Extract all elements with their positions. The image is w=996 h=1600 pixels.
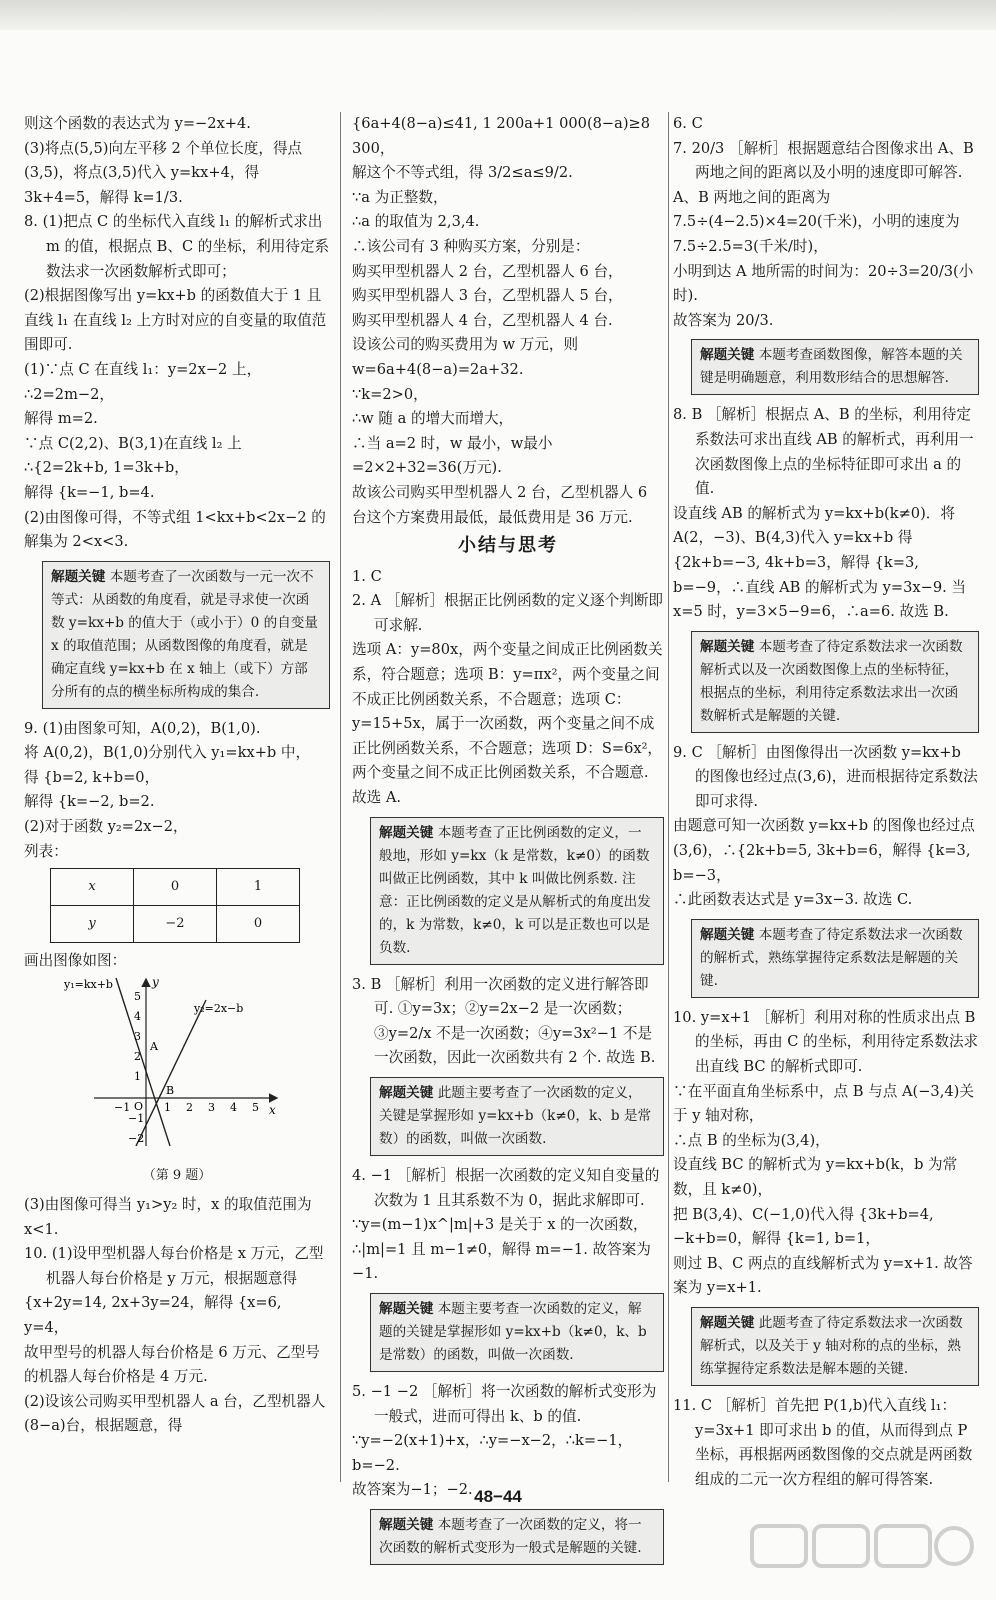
table-cell: 0 — [217, 906, 300, 943]
key-point-box — [42, 561, 330, 709]
y-tick: 1 — [134, 1069, 141, 1083]
text-line: {6a+4(8−a)≤41, 1 200a+1 000(8−a)≥8 300， — [352, 115, 655, 157]
y-tick: 5 — [134, 989, 141, 1003]
text-line: 8. B ［解析］根据点 A、B 的坐标，利用待定系数法可求出直线 AB 的解析式，再利用一次函数图像上点的坐标特征即可求出 a 的值. — [673, 406, 974, 498]
text-line: 10. (1)设甲型机器人每台价格是 x 万元，乙型机器人每台价格是 y 万元，根据题意得 — [24, 1245, 324, 1287]
table-cell: x — [51, 869, 134, 906]
text-line: ∴该公司有 3 种购买方案，分别是： — [352, 237, 590, 255]
column-divider — [668, 112, 669, 1482]
table-row — [51, 869, 300, 906]
text-line: ∵点 C(2,2)、B(3,1)在直线 l₂ 上 — [24, 434, 242, 452]
text-line: 解这个不等式组，得 3/2≤a≤9/2. — [352, 164, 573, 182]
x-tick: 2 — [186, 1100, 193, 1114]
x-tick: −1 — [114, 1100, 131, 1114]
text-line: ∵k=2>0， — [352, 385, 428, 403]
text-line: A、B 两地之间的距离为 7.5÷(4−2.5)×4=20(千米)，小明的速度为 7.5÷2.5=3(千米/时)， — [673, 188, 965, 255]
text-line: 6. C — [673, 115, 703, 132]
text-line: ∵a 为正整数， — [352, 188, 448, 206]
key-point-text: 本题考查了一次函数与一元一次不等式：从函数的角度看，就是寻求使一次函数 y=kx+b 的值大于（或小于）0 的自变量 x 的取值范围；从函数图像的角度看，就是确定直线 y=kx+b 在 x 轴上（或下）方部分所有的点的横坐标所构成的集合. — [51, 568, 318, 700]
key-point-text: 本题考查了一次函数的定义，将一次函数的解析式变形为一般式是解题的关键. — [379, 1516, 642, 1556]
text-line: 9. (1)由图象可知，A(0,2)，B(1,0). — [24, 719, 261, 737]
text-line: ∴w 随 a 的增大而增大， — [352, 410, 514, 428]
text-line: (1)∵点 C 在直线 l₁：y=2x−2 上， — [24, 360, 262, 378]
column-3 — [673, 112, 979, 1492]
key-point-text: 本题考查了正比例函数的定义，一般地，形如 y=kx（k 是常数，k≠0）的函数叫做正比例函数，其中 k 叫做比例系数. 注意：正比例函数的定义是从解析式的角度出发的，k 为常数，k≠0，k 可以是正数也可以是负数. — [379, 824, 651, 956]
text-line: ∴当 a=2 时，w 最小，w最小=2×2+32=36(万元). — [352, 434, 553, 477]
text-line: 得 {b=2, k+b=0， — [24, 768, 160, 786]
x-axis-label: x — [269, 1102, 276, 1117]
text-line: ∴{2=2k+b, 1=3k+b， — [24, 459, 189, 477]
key-point-text: 本题主要考查一次函数的定义，解题的关键是掌握形如 y=kx+b（k≠0，k、b 是常数）的函数，叫做一次函数. — [379, 1300, 647, 1363]
text-line: 设直线 BC 的解析式为 y=kx+b(k，b 为常数，且 k≠0)， — [673, 1156, 958, 1198]
point-a-label: A — [150, 1039, 158, 1053]
graph-caption: （第 9 题） — [142, 1168, 212, 1184]
text-line: 列表： — [24, 842, 68, 860]
text-line: ∴2=2m−2， — [24, 385, 115, 403]
y-tick: −1 — [128, 1111, 145, 1125]
x-tick: 4 — [230, 1100, 237, 1114]
column-divider — [340, 112, 341, 1482]
y-tick: 3 — [134, 1029, 141, 1043]
key-point-box — [691, 919, 979, 998]
y-tick: −2 — [128, 1131, 145, 1145]
point-b-label: B — [166, 1083, 175, 1097]
text-line: 10. y=x+1 ［解析］利用对称的性质求出点 B 的坐标，再由 C 的坐标，利用待定系数法求出直线 BC 的解析式即可. — [673, 1008, 981, 1076]
key-point-box — [370, 817, 664, 965]
y1-label: y₁=kx+b — [64, 977, 113, 991]
text-line: 选项 A：y=80x，两个变量之间成正比例函数关系，符合题意；选项 B：y=πx²，两个变量之间不成正比例函数关系，不合题意；选项 C：y=15+5x，属于一次函数，两个变量之间不成正比例函数关系，不合题意；选项 D：S=6x²，两个变量之间不成正比例函数关系，不合题意. 故选 A. — [352, 641, 663, 807]
text-line: 由题意可知一次函数 y=kx+b 的图像也经过点(3,6)，∴{2k+b=5, 3k+b=6，解得 {k=3, b=−3， — [673, 817, 976, 884]
text-line: 故该公司购买甲型机器人 2 台，乙型机器人 6 台这个方案费用最低，最低费用是 36 万元. — [352, 483, 652, 526]
key-point-label: 解题关键 — [379, 824, 434, 841]
text-line: ∴|m|=1 且 m−1≠0，解得 m=−1. 故答案为−1. — [352, 1240, 651, 1283]
text-line: (2)根据图像写出 y=kx+b 的函数值大于 1 且直线 l₁ 在直线 l₂ 上方时对应的自变量的取值范围即可. — [24, 287, 327, 354]
origin-label: O — [134, 1099, 144, 1113]
x-tick: 5 — [252, 1100, 259, 1114]
column-1 — [24, 112, 330, 1439]
text-line: 把 B(3,4)、C(−1,0)代入得 {3k+b=4, −k+b=0，解得 {k=1, b=1， — [673, 1205, 939, 1248]
key-point-box — [370, 1293, 664, 1372]
key-point-label: 解题关键 — [379, 1516, 434, 1533]
text-line: 将 A(0,2)，B(1,0)分别代入 y₁=kx+b 中， — [24, 744, 311, 762]
function-graph — [64, 974, 330, 1163]
page-number: 48−44 — [474, 1487, 522, 1506]
key-point-label: 解题关键 — [700, 1314, 755, 1331]
text-line: 4. −1 ［解析］根据一次函数的定义知自变量的次数为 1 且其系数不为 0，据此求解即可. — [352, 1167, 660, 1209]
watermark-logo — [748, 1520, 978, 1592]
text-line: 解得 {k=−1, b=4. — [24, 483, 155, 501]
text-line: 2. A ［解析］根据正比例函数的定义逐个判断即可求解. — [352, 592, 664, 634]
text-line: 解得 {k=−2, b=2. — [24, 793, 155, 811]
text-line: 则过 B、C 两点的直线解析式为 y=x+1. 故答案为 y=x+1. — [673, 1254, 973, 1297]
key-point-text: 本题考查了待定系数法求一次函数的解析式，熟练掌握待定系数法是解题的关键. — [700, 926, 963, 989]
key-point-box — [691, 1307, 979, 1386]
text-line: 故答案为 20/3. — [673, 311, 774, 329]
text-line: 小明到达 A 地所需的时间为：20÷3=20/3(小时). — [673, 262, 974, 305]
text-line: 购买甲型机器人 2 台，乙型机器人 6 台， — [352, 262, 623, 280]
table-cell: 0 — [134, 869, 217, 906]
text-line: (2)对于函数 y₂=2x−2， — [24, 818, 188, 836]
text-line: 7. 20/3 ［解析］根据题意结合图像求出 A、B 两地之间的距离以及小明的速度即可解答. — [673, 139, 979, 182]
text-line: 设该公司的购买费用为 w 万元，则 w=6a+4(8−a)=2a+32. — [352, 336, 583, 378]
text-line: 故答案为−1；−2. — [352, 1481, 473, 1499]
text-line: 8. (1)把点 C 的坐标代入直线 l₁ 的解析式求出 m 的值，根据点 B、C 的坐标，利用待定系数法求一次函数解析式即可； — [24, 213, 330, 280]
key-point-text: 此题主要考查了一次函数的定义，关键是掌握形如 y=kx+b（k≠0，k、b 是常数）的函数，叫做一次函数. — [379, 1085, 652, 1147]
y-tick: 2 — [134, 1049, 141, 1063]
graph-svg — [64, 974, 284, 1154]
key-point-text: 本题考查函数图像，解答本题的关键是明确题意，利用数形结合的思想解答. — [700, 347, 963, 387]
text-line: (3)将点(5,5)向左平移 2 个单位长度，得点(3,5)，将点(3,5)代入 y=kx+4，得 3k+4=5，解得 k=1/3. — [24, 139, 303, 206]
key-point-label: 解题关键 — [379, 1300, 434, 1317]
y2-label: y₂=2x−b — [194, 1001, 244, 1015]
text-line: 9. C ［解析］由图像得出一次函数 y=kx+b 的图像也经过点(3,6)，进而根据待定系数法即可求得. — [673, 743, 978, 810]
key-point-label: 解题关键 — [700, 926, 755, 943]
text-line: ∴a 的取值为 2,3,4. — [352, 213, 480, 231]
x-tick: 3 — [208, 1100, 215, 1114]
column-2 — [352, 112, 664, 1573]
x-tick: 1 — [164, 1100, 171, 1114]
text-line: 设直线 AB 的解析式为 y=kx+b(k≠0)．将 A(2，−3)、B(4,3)代入 y=kx+b 得 {2k+b=−3, 4k+b=3，解得 {k=3, b=−9，∴直线 AB 的解析式为 y=3x−9. 当 x=5 时，y=3×5−9=6，∴a=6. 故选 B. — [673, 504, 971, 621]
y-tick: 4 — [134, 1009, 141, 1023]
text-line: 购买甲型机器人 3 台，乙型机器人 5 台， — [352, 287, 623, 305]
text-line: 画出图像如图： — [24, 952, 127, 970]
text-line: (3)由图像可得当 y₁>y₂ 时，x 的取值范围为 x<1. — [24, 1196, 317, 1238]
text-line: ∴此函数表达式是 y=3x−3. 故选 C. — [673, 891, 913, 909]
key-point-label: 解题关键 — [700, 638, 755, 655]
key-point-box — [691, 339, 979, 395]
text-line: 11. C ［解析］首先把 P(1,b)代入直线 l₁：y=3x+1 即可求出 b 的值，从而得到点 P 坐标，再根据两函数图像的交点就是两函数组成的二元一次方程组的解可得答案. — [673, 1396, 973, 1488]
text-line: ∵y=(m−1)x^|m|+3 是关于 x 的一次函数， — [352, 1216, 648, 1234]
section-title: 小结与思考 — [458, 535, 558, 557]
key-point-text: 此题考查了待定系数法求一次函数解析式，以及关于 y 轴对称的点的坐标，熟练掌握待定系数法是解本题的关键. — [700, 1314, 963, 1377]
text-line: ∵y=−2(x+1)+x，∴y=−x−2，∴k=−1，b=−2. — [352, 1432, 633, 1474]
text-line: 1. C — [352, 567, 382, 585]
text-line: 5. −1 −2 ［解析］将一次函数的解析式变形为一般式，进而可得出 k、b 的值. — [352, 1382, 657, 1425]
table-cell: −2 — [134, 906, 217, 943]
key-point-box — [691, 631, 979, 733]
text-line: {x+2y=14, 2x+3y=24，解得 {x=6, y=4， — [24, 1294, 287, 1336]
text-line: 购买甲型机器人 4 台，乙型机器人 4 台. — [352, 311, 613, 329]
table-cell: y — [51, 906, 134, 943]
text-line: (2)由图像可得，不等式组 1<kx+b<2x−2 的解集为 2<x<3. — [24, 508, 326, 551]
y-axis-label: y — [152, 974, 159, 989]
text-line: 故甲型号的机器人每台价格是 6 万元、乙型号的机器人每台价格是 4 万元. — [24, 1343, 320, 1386]
key-point-label: 解题关键 — [700, 347, 755, 364]
key-point-box — [370, 1077, 664, 1156]
text-line: (2)设该公司购买甲型机器人 a 台，乙型机器人(8−a)台，根据题意，得 — [24, 1392, 326, 1435]
text-line: 则这个函数的表达式为 y=−2x+4. — [24, 115, 251, 132]
text-line: ∵在平面直角坐标系中，点 B 与点 A(−3,4)关于 y 轴对称， — [673, 1082, 974, 1125]
value-table — [50, 868, 300, 943]
key-point-label: 解题关键 — [51, 568, 106, 585]
table-cell: 1 — [217, 869, 300, 906]
text-line: 解得 m=2. — [24, 410, 98, 428]
table-row — [51, 906, 300, 943]
key-point-label: 解题关键 — [379, 1085, 434, 1101]
key-point-box — [370, 1509, 664, 1565]
text-line: ∴点 B 的坐标为(3,4)， — [673, 1131, 830, 1149]
text-line: 3. B ［解析］利用一次函数的定义进行解答即可. ①y=3x；②y=2x−2 是一次函数；③y=2/x 不是一次函数；④y=3x²−1 不是一次函数，因此一次函数共有 2 个. 故选 B. — [352, 975, 656, 1067]
key-point-text: 本题考查了待定系数法求一次函数解析式以及一次函数图像上点的坐标特征，根据点的坐标，利用待定系数法求出一次函数解析式是解题的关键. — [700, 638, 963, 724]
